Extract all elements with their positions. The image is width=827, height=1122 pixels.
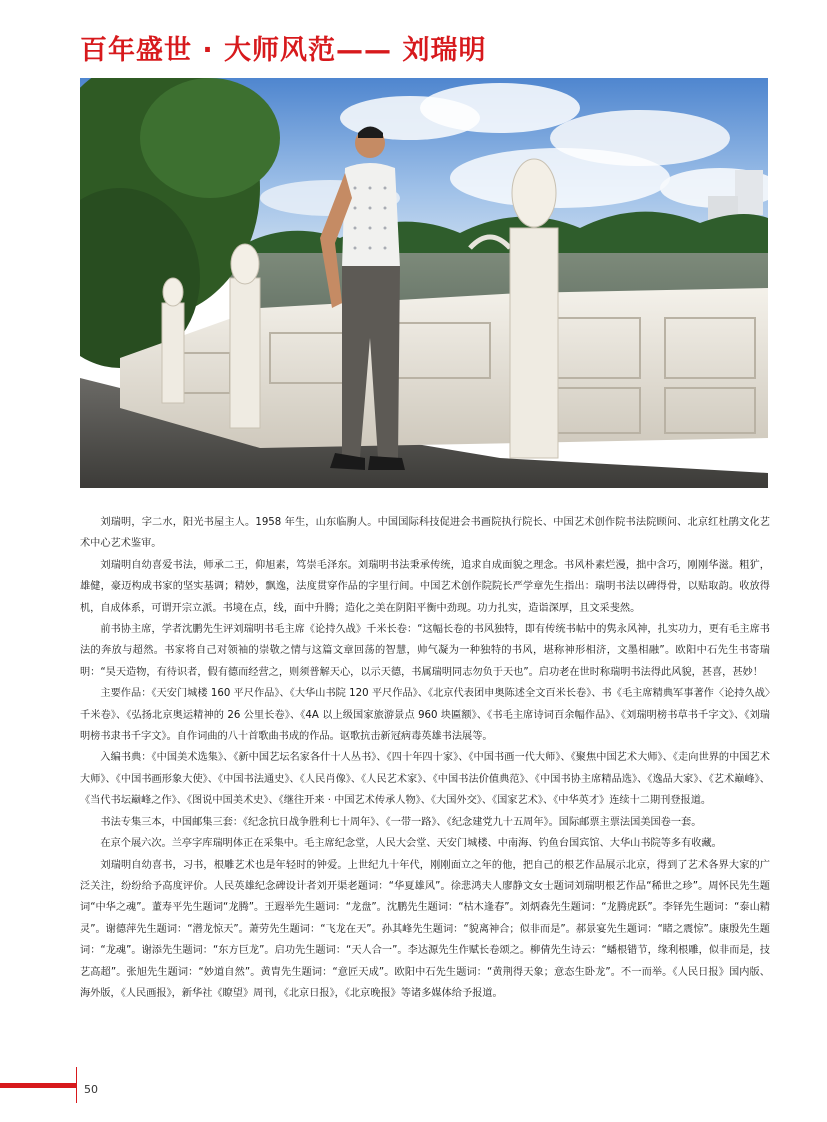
- paragraph-intro: 刘瑞明，字二水，阳光书屋主人。1958 年生，山东临朐人。中国国际科技促进会书画院执行院长、中国艺术创作院书法院顾问、北京红杜鹃文化艺术中心艺术鉴审。: [80, 517, 770, 550]
- footer-accent-bar: [0, 1083, 76, 1088]
- paragraph-publications: 入编书典：《中国美术选集》、《新中国艺坛名家各什十人丛书》、《四十年四十家》、《中国书画一代大师》、《聚焦中国艺术大师》、《走向世界的中国艺术大师》、《中国书画形象大使》、《中国书法通史》、《人民肖像》、《人民艺术家》、《中国书法价值典范》、《中国书协主席精品选》、《逸品大家》、《艺术巅峰》、《当代书坛巅峰之作》、《图说中国美术史》、《继往开来 · 中国艺术传承人物》、《大国外交》、《国家艺术》、《中华英才》连续十二期刊登报道。: [80, 752, 770, 807]
- article-body: [80, 512, 770, 1004]
- page-title: 百年盛世 · 大师风范—— 刘瑞明: [80, 35, 487, 66]
- page-number: 50: [84, 1083, 98, 1096]
- paragraph-exhibitions: 在京个展六次。兰亭字库瑞明体正在采集中。毛主席纪念堂，人民大会堂、天安门城楼、中南海、钓鱼台国宾馆、大华山书院等多有收藏。: [100, 838, 722, 850]
- paragraph-style: 刘瑞明自幼喜爱书法，师承二王，仰旭素，笃崇毛泽东。刘瑞明书法秉承传统，追求自成面貌之理念。书风朴素烂漫，拙中含巧，刚刚华滋。粗犷，雄健，豪迈构成书家的坚实基调；精妙，飘逸，法度贯穿作品的字里行间。中国艺术创作院院长严学章先生指出：瑞明书法以碑得骨，以贴取韵。收放得机，自成体系，可谓开宗立派。书境在点，线，面中升腾；造化之美在阴阳平衡中劲现。功力扎实，造诣深厚，且文采斐然。: [80, 559, 770, 614]
- paragraph-reviews: 前书协主席，学者沈鹏先生评刘瑞明书毛主席《论持久战》千米长卷：“这幅长卷的书风独特，即有传统书帖中的隽永风神，扎实功力，更有毛主席书法的奔放与超然。书家将自己对领袖的崇敬之情与这篇文章回荡的智慧，帅气凝为一种独特的书风，堪称神形相济，文墨相融”。欧阳中石先生书寄瑞明：“昊天造物，有待识者，假有德而经营之，则须普解天心，以示天德，书属瑞明同志勿负于天也”。启功老在世时称瑞明书法得此风貌，甚喜，甚妙！: [80, 624, 770, 678]
- footer-divider: [76, 1067, 77, 1103]
- portrait-photo: [80, 78, 768, 488]
- paragraph-works: 主要作品：《天安门城楼 160 平尺作品》、《大华山书院 120 平尺作品》、《北京代表团申奥陈述全文百米长卷》、书《毛主席精典军事著作〈论持久战〉千米卷》、《弘扬北京奥运精神的 26 公里长卷》、《4A 以上级国家旅游景点 960 块匾额》、《书毛主席诗词百余幅作品》、《刘瑞明榜书草书千字文》、《刘瑞明榜书隶书千字文》。自作词曲的八十首歌曲书成的作品。讴歌抗击新冠病毒英雄书法展等。: [80, 688, 770, 743]
- paragraph-root-carving: 刘瑞明自幼喜书，习书，根雕艺术也是年轻时的钟爱。上世纪九十年代，刚刚面立之年的他，把自己的根艺作品展示北京，得到了艺术各界大家的广泛关注，纷纷给予高度评价。人民英雄纪念碑设计者刘开渠老题词：“华夏雄风”。徐悲鸿夫人廖静文女士题词刘瑞明根艺作品“稀世之珍”。周怀民先生题词“中华之魂”。董寿平先生题词“龙腾”。王遐举先生题词：“龙盘”。沈鹏先生题词：“枯木逢春”。刘炳森先生题词：“龙腾虎跃”。李铎先生题词：“泰山精灵”。谢德萍先生题词：“潜龙惊天”。萧劳先生题词：“飞龙在天”。孙其峰先生题词：“貌离神合；似非而是”。郝景宴先生题词：“睹之震惊”。康殷先生题词：“龙魂”。谢添先生题词：“东方巨龙”。启功先生题词：“天人合一”。李达源先生作赋长卷颂之。柳倩先生诗云：“蟠根错节，缘利根雕，似非而是，技艺高超”。张旭先生题词：“妙道自然”。黄胄先生题词：“意匠天成”。欧阳中石先生题词：“黄荆得天象；意态生卧龙”。不一而举。《人民日报》国内版、海外版，《人民画报》，新华社《瞭望》周刊，《北京日报》，《北京晚报》等诸多媒体给予报道。: [80, 859, 770, 999]
- paragraph-collections: 书法专集三本，中国邮集三套：《纪念抗日战争胜利七十周年》、《一带一路》、《纪念建党九十五周年》。国际邮票主票法国美国卷一套。: [100, 816, 702, 828]
